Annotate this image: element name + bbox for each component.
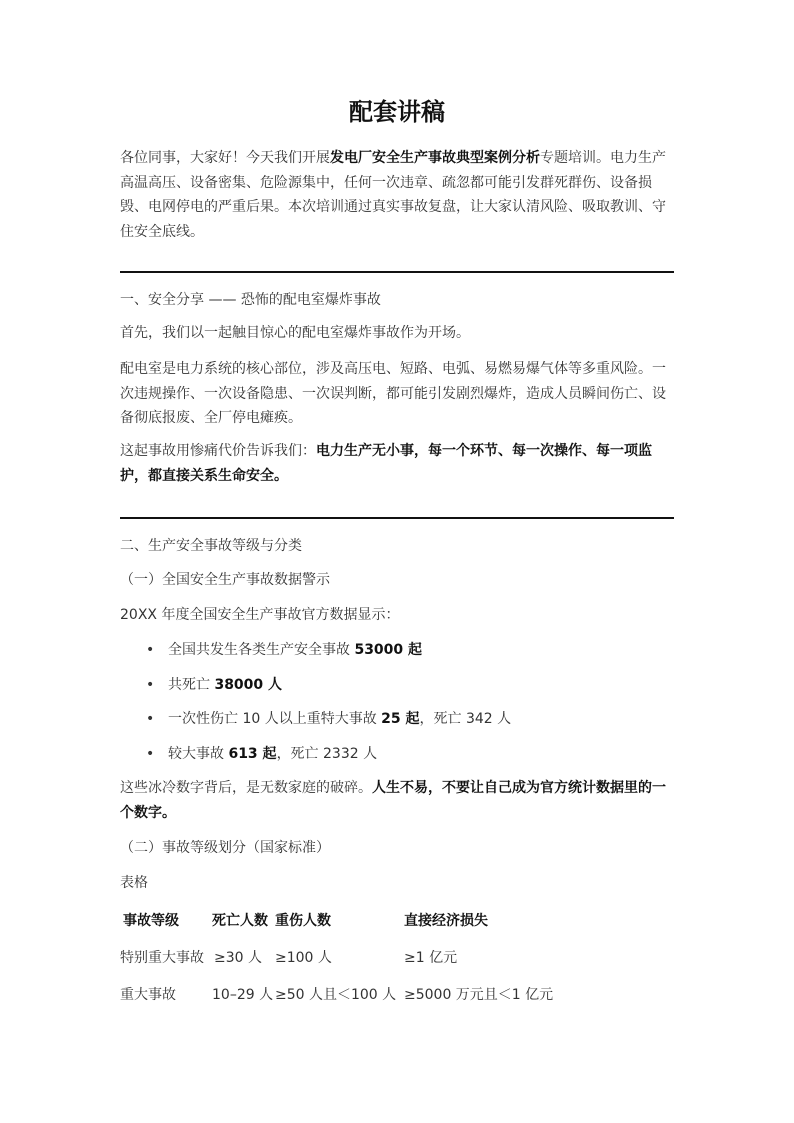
bullet-text-tail: ，死亡 2332 人 [276, 746, 378, 762]
table-header-row [120, 910, 674, 930]
bullet-text: 一次性伤亡 10 人以上重特大事故 [168, 711, 382, 727]
bullet-dot: • [146, 677, 155, 693]
section2-heading: 二、生产安全事故等级与分类 [120, 538, 302, 554]
divider-1 [120, 271, 674, 273]
section1-heading: 一、安全分享 —— 恐怖的配电室爆炸事故 [120, 292, 381, 308]
summary-bold: 人生不易，不要让自己成为官方统计数据里的一个数字。 [120, 780, 666, 821]
data-intro: 20XX 年度全国安全生产事故官方数据显示： [120, 607, 400, 623]
section2-sub1: （一）全国安全生产事故数据警示 [120, 572, 330, 588]
bullet-text-tail: ，死亡 342 人 [419, 711, 512, 727]
summary-paragraph [120, 776, 674, 825]
table-cell: ≥100 人 [275, 950, 332, 966]
section1-para3 [120, 439, 674, 488]
bullet-dot: • [146, 746, 155, 762]
table-header-cell: 死亡人数 [212, 913, 268, 929]
bullet-bold: 613 起 [228, 746, 277, 762]
intro-bold-topic: 发电厂安全生产事故典型案例分析 [330, 150, 540, 166]
summary-prefix: 这些冰冷数字背后，是无数家庭的破碎。 [120, 780, 372, 796]
table-cell: ≥30 人 [214, 950, 262, 966]
bullet-text: 全国共发生各类生产安全事故 [168, 642, 355, 658]
table-cell: ≥50 人且＜100 人 [275, 987, 397, 1003]
section1-para3-prefix: 这起事故用惨痛代价告诉我们： [120, 443, 316, 459]
section1-para3-bold: 电力生产无小事，每一个环节、每一次操作、每一项监护，都直接关系生命安全。 [120, 443, 652, 484]
intro-text-2: 专题培训。电力生产高温高压、设备密集、危险源集中，任何一次违章、疏忽都可能引发群死群伤、设备损毁、电网停电的严重后果。本次培训通过真实事故复盘，让大家认清风险、吸取教训、守住安全底线。 [120, 150, 666, 240]
table-header-cell: 事故等级 [123, 913, 179, 929]
table-header-cell: 直接经济损失 [404, 913, 488, 929]
table-row [120, 984, 674, 1004]
intro-text-1: 各位同事，大家好！今天我们开展 [120, 150, 330, 166]
bullet-text: 较大事故 [168, 746, 229, 762]
bullet-bold: 25 起 [381, 711, 420, 727]
table-cell: 10–29 人 [212, 987, 274, 1003]
bullet-text: 共死亡 [168, 677, 215, 693]
intro-paragraph [120, 146, 674, 244]
section1-para2: 配电室是电力系统的核心部位，涉及高压电、短路、电弧、易燃易爆气体等多重风险。一次违规操作、一次设备隐患、一次误判断，都可能引发剧烈爆炸，造成人员瞬间伤亡、设备彻底报废、全厂停电瘫痪。 [120, 361, 666, 426]
table-cell: 特别重大事故 [120, 950, 204, 966]
table-header-cell: 重伤人数 [275, 913, 331, 929]
section2-sub2: （二）事故等级划分（国家标准） [120, 840, 330, 856]
table-row [120, 947, 674, 967]
divider-2 [120, 517, 674, 519]
table-cell: 重大事故 [120, 987, 176, 1003]
document-title: 配套讲稿 [349, 98, 445, 126]
section1-para1: 首先，我们以一起触目惊心的配电室爆炸事故作为开场。 [120, 325, 470, 341]
bullet-bold: 38000 人 [214, 677, 283, 693]
bullet-dot: • [146, 642, 155, 658]
table-cell: ≥1 亿元 [404, 950, 458, 966]
bullet-bold: 53000 起 [354, 642, 423, 658]
table-cell: ≥5000 万元且＜1 亿元 [404, 987, 554, 1003]
table-label: 表格 [120, 875, 148, 891]
bullet-dot: • [146, 711, 155, 727]
